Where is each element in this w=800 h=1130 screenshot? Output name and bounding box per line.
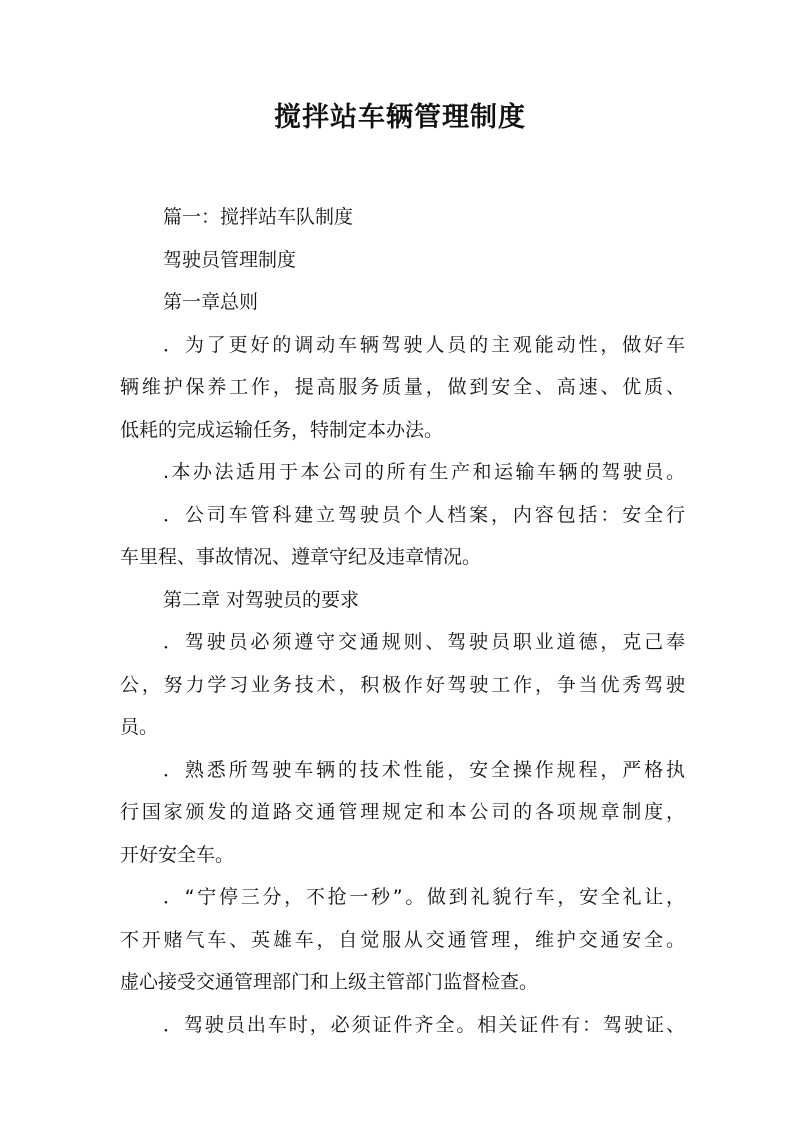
paragraph-line: 开好安全车。 xyxy=(120,843,235,866)
document-title: 搅拌站车辆管理制度 xyxy=(274,102,526,133)
paragraph-line: 公，努力学习业务技术，积极作好驾驶工作，争当优秀驾驶 xyxy=(120,673,685,696)
section-heading-part1: 篇一：搅拌站车队制度 xyxy=(163,206,354,228)
chapter-heading-2: 第二章 对驾驶员的要求 xyxy=(163,588,360,611)
paragraph-line: 员。 xyxy=(120,716,159,738)
paragraph-line: ．为了更好的调动车辆驾驶人员的主观能动性，做好车 xyxy=(163,333,685,356)
paragraph-line: ．“宁停三分，不抢一秒”。做到礼貌行车，安全礼让， xyxy=(163,886,685,908)
paragraph-line: 车里程、事故情况、遵章守纪及违章情况。 xyxy=(120,546,482,568)
subheading-driver-rules: 驾驶员管理制度 xyxy=(163,248,297,271)
document-body xyxy=(120,196,685,1046)
paragraph-line: 虚心接受交通管理部门和上级主管部门监督检查。 xyxy=(120,971,539,993)
paragraph-line: .本办法适用于本公司的所有生产和运输车辆的驾驶员。 xyxy=(163,461,685,483)
paragraph-line: 辆维护保养工作，提高服务质量，做到安全、高速、优质、 xyxy=(120,376,685,398)
paragraph-line: 行国家颁发的道路交通管理规定和本公司的各项规章制度， xyxy=(120,801,685,823)
paragraph-line: 低耗的完成运输任务，特制定本办法。 xyxy=(120,418,444,441)
paragraph-line: ．驾驶员必须遵守交通规则、驾驶员职业道德，克己奉 xyxy=(163,631,685,653)
paragraph-line: ．驾驶员出车时，必须证件齐全。相关证件有：驾驶证、 xyxy=(163,1013,685,1036)
paragraph-line: 不开赌气车、英雄车，自觉服从交通管理，维护交通安全。 xyxy=(120,928,685,951)
paragraph-line: ．熟悉所驾驶车辆的技术性能，安全操作规程，严格执 xyxy=(163,758,685,781)
chapter-heading-1: 第一章总则 xyxy=(163,291,259,313)
paragraph-line: ．公司车管科建立驾驶员个人档案，内容包括：安全行 xyxy=(163,503,685,526)
